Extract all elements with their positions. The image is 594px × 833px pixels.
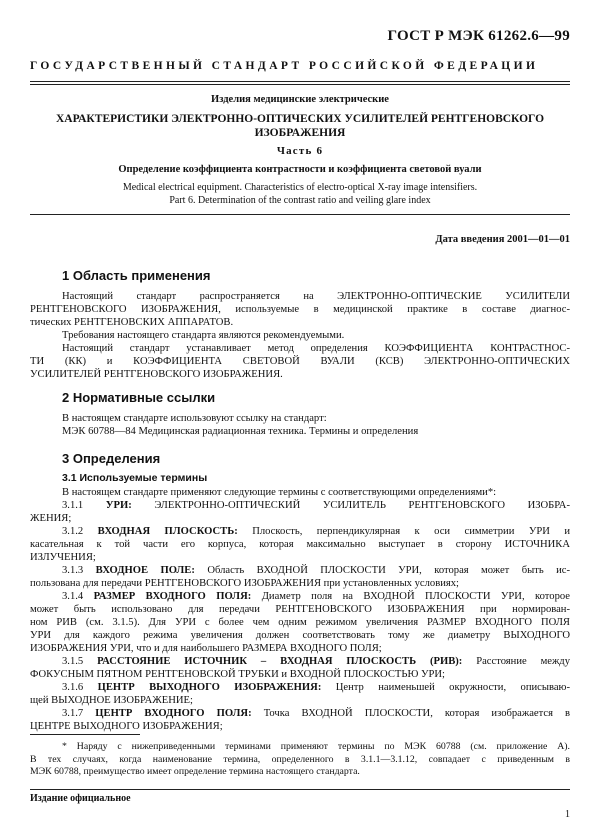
- org-title: ГОСУДАРСТВЕННЫЙ СТАНДАРТ РОССИЙСКОЙ ФЕДЕРАЦИИ: [30, 60, 539, 72]
- main-title: [30, 112, 570, 140]
- text-line: В настоящем стандарте применяют следующие термины с соответствующими определениями*:: [62, 487, 497, 498]
- footnote: [30, 741, 570, 779]
- term-3-1-7: 3.1.7 ЦЕНТР ВХОДНОГО ПОЛЯ: Точка ВХОДНОЙ ПЛОСКОСТИ, которая изображается в: [62, 708, 571, 719]
- section-3-body: [30, 486, 571, 733]
- text-line: касательная к той части его корпуса, которая максимально выступает в сторону ИСТОЧНИКА: [30, 539, 570, 550]
- section-title: 1 Область применения: [62, 268, 211, 283]
- term-3-1-1: 3.1.1 УРИ: ЭЛЕКТРОННО-ОПТИЧЕСКИЙ УСИЛИТЕЛЬ РЕНТГЕНОВСКОГО ИЗОБРА-: [62, 500, 570, 511]
- footer-rule: [30, 789, 570, 790]
- term-3-1-5: 3.1.5 РАССТОЯНИЕ ИСТОЧНИК – ВХОДНАЯ ПЛОСКОСТЬ (РИВ): Расстояние между: [62, 656, 570, 667]
- subsection-title: 3.1 Используемые термины: [62, 472, 208, 484]
- text-line: тических РЕНТГЕНОВСКИХ АППАРАТОВ.: [30, 317, 234, 328]
- header-rule-top: [30, 81, 570, 82]
- term-3-1-2: 3.1.2 ВХОДНАЯ ПЛОСКОСТЬ: Плоскость, перпендикулярная к оси симметрии УРИ и: [62, 526, 570, 537]
- text-line: МЭК 60788—84 Медицинская радиационная техника. Термины и определения: [62, 426, 419, 437]
- text-line: Настоящий стандарт распространяется на ЭЛЕКТРОННО-ОПТИЧЕСКИЕ УСИЛИТЕЛИ: [62, 291, 570, 302]
- text-line: пользована для передачи РЕНТГЕНОВСКОГО ИЗОБРАЖЕНИЯ при установленных условиях;: [30, 578, 459, 589]
- title-block-rule: [30, 214, 570, 215]
- footnote-line: В тех случаях, когда наименование термина, определенного в 3.1.1—3.1.12, совпадает с приведенным в: [30, 753, 570, 765]
- text-line: ФОКУСНЫМ ПЯТНОМ РЕНТГЕНОВСКОЙ ТРУБКИ и ВХОДНОЙ ПЛОСКОСТЬЮ УРИ;: [30, 669, 445, 680]
- text-line: ИЗЛУЧЕНИЯ;: [30, 552, 96, 563]
- footnote-rule: [30, 734, 140, 735]
- text-line: ТИ (КК) и КОЭФФИЦИЕНТА СВЕТОВОЙ ВУАЛИ (КСВ) ЭЛЕКТРОННО-ОПТИЧЕСКИХ: [30, 356, 570, 367]
- gost-number: ГОСТ Р МЭК 61262.6—99: [387, 28, 570, 44]
- section-1-body: [30, 290, 570, 381]
- text-line: ИЗОБРАЖЕНИЯ УРИ, что и для наибольшего РАЗМЕРА ВХОДНОГО ПОЛЯ;: [30, 643, 382, 654]
- en-title-line: Part 6. Determination of the contrast ratio and veiling glare index: [169, 195, 431, 206]
- term-3-1-6: 3.1.6 ЦЕНТР ВЫХОДНОГО ИЗОБРАЖЕНИЯ: Центр наименьшей окружности, описываю-: [62, 682, 570, 693]
- page-number: 1: [565, 809, 570, 820]
- text-line: В настоящем стандарте использовуют ссылку на стандарт:: [62, 413, 327, 424]
- section-title: 2 Нормативные ссылки: [62, 390, 216, 405]
- header-rule-bottom: [30, 84, 570, 85]
- text-line: ЦЕНТРЕ ВЫХОДНОГО ИЗОБРАЖЕНИЯ;: [30, 721, 223, 732]
- text-line: УСИЛИТЕЛЕЙ РЕНТГЕНОВСКОГО ИЗОБРАЖЕНИЯ.: [30, 369, 283, 380]
- section-2-body: [62, 412, 570, 438]
- text-line: УРИ для каждого режима увеличения должен соответствовать тому же диаметру ВЫХОДНОГО: [30, 630, 570, 641]
- text-line: щей ВЫХОДНОЕ ИЗОБРАЖЕНИЕ;: [30, 695, 193, 706]
- intro-date: Дата введения 2001—01—01: [435, 234, 570, 245]
- part-label: Часть 6: [276, 145, 324, 157]
- text-line: Настоящий стандарт устанавливает метод определения КОЭФФИЦИЕНТА КОНТРАСТНОС-: [62, 343, 570, 354]
- en-title-line: Medical electrical equipment. Characteristics of electro-optical X-ray image intensifiers.: [122, 182, 478, 193]
- text-line: Требования настоящего стандарта являются рекомендуемыми.: [62, 330, 345, 341]
- text-line: ЖЕНИЯ;: [30, 513, 72, 524]
- main-title-line: ИЗОБРАЖЕНИЯ: [254, 127, 346, 139]
- subject-line: Изделия медицинские электрические: [211, 94, 389, 105]
- footnote-line: * Наряду с нижеприведенными терминами применяют термины по МЭК 60788 (см. приложение А).: [62, 741, 570, 752]
- edition-label: Издание официальное: [30, 793, 131, 804]
- text-line: может быть использовано для передачи РЕНТГЕНОВСКОГО ИЗОБРАЖЕНИЯ при нормирован-: [30, 604, 570, 615]
- footnote-line: МЭК 60788, преимущество имеет определение термина настоящего стандарта.: [30, 766, 360, 777]
- ru-subtitle: Определение коэффициента контрастности и коэффициента световой вуали: [118, 164, 482, 175]
- section-title: 3 Определения: [62, 451, 161, 466]
- term-3-1-4: 3.1.4 РАЗМЕР ВХОДНОГО ПОЛЯ: Диаметр поля на ВХОДНОЙ ПЛОСКОСТИ УРИ, которое: [62, 591, 570, 602]
- text-line: ном РИВ (см. 3.1.5). Для УРИ с более чем одним режимом увеличения РАЗМЕР ВХОДНОГО ПОЛЯ: [30, 617, 570, 628]
- main-title-line: ХАРАКТЕРИСТИКИ ЭЛЕКТРОННО-ОПТИЧЕСКИХ УСИЛИТЕЛЕЙ РЕНТГЕНОВСКОГО: [55, 113, 545, 125]
- text-line: РЕНТГЕНОВСКОГО ИЗОБРАЖЕНИЯ, используемые в медицинской практике в составе диагнос-: [30, 304, 570, 315]
- term-3-1-3: 3.1.3 ВХОДНОЕ ПОЛЕ: Область ВХОДНОЙ ПЛОСКОСТИ УРИ, которая может быть ис-: [62, 565, 570, 576]
